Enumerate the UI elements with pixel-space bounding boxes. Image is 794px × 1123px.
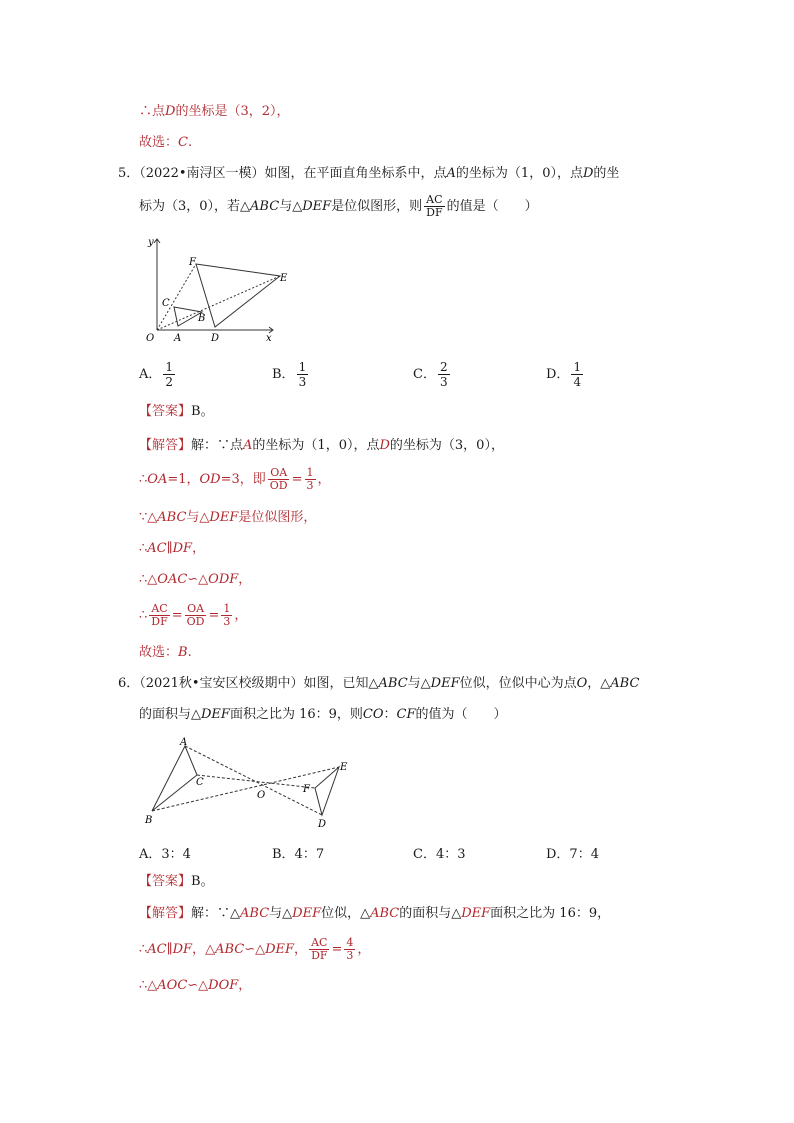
q6-stem-line1: 6．（2021秋•宝安区校级期中）如图，已知△ABC与△DEF位似，位似中心为点O，△ABC [118, 676, 640, 691]
q6-triangle-def [315, 767, 339, 815]
q5-label-b: B [198, 313, 206, 324]
q5-choose-line: 故选：B. [139, 645, 192, 660]
q6-label-a: A [180, 737, 188, 748]
q5-coordinate-figure [140, 233, 290, 345]
q5-option-a[interactable]: A． $\frac{1}{2}$ [139, 360, 174, 389]
q5-dashed-oe [157, 276, 280, 330]
q6-solution-line1: 【解答】解：∵△ABC与△DEF位似，△ABC的面积与△DEF面积之比为 16：9， [139, 906, 611, 921]
q6-solution-line3: ∴△AOC∽△DOF， [139, 978, 252, 993]
q5-solution-line4: ∴AC∥DF， [139, 541, 206, 556]
prev-choose-line: 故选：C. [139, 135, 193, 150]
q6-option-a[interactable]: A．3：4 [139, 847, 191, 862]
q5-label-a: A [174, 333, 182, 344]
q6-triangle-abc [152, 746, 197, 811]
q6-option-d[interactable]: D．7：4 [546, 847, 599, 862]
q5-stem-fraction: $\frac{AC}{DF}$ [426, 193, 443, 219]
q5-option-d[interactable]: D． $\frac{1}{4}$ [546, 360, 582, 389]
q5-solution-line3: ∵△ABC与△DEF是位似图形， [139, 510, 317, 525]
q6-answer: 【答案】B。 [139, 874, 214, 889]
q6-label-f: F [303, 784, 310, 795]
q6-label-d: D [318, 819, 327, 830]
q6-label-b: B [145, 815, 153, 826]
prev-conclusion-line: ∴点D的坐标是（3，2）， [139, 104, 290, 119]
q6-solution-line2: ∴AC∥DF，△ABC∽△DEF， $\frac{AC}{DF}$ = $\frac{4}{3}$ ， [139, 936, 371, 962]
q6-option-b[interactable]: B．4：7 [272, 847, 325, 862]
q5-triangle-def [196, 264, 280, 327]
q5-solution-line1: 【解答】解：∵点A的坐标为（1，0），点D的坐标为（3，0）， [139, 438, 504, 453]
q5-label-x: x [266, 333, 272, 344]
q6-label-e: E [340, 762, 348, 773]
q6-homothety-figure [140, 735, 360, 830]
q5-label-o: O [146, 333, 155, 344]
q6-stem-line2: 的面积与△DEF面积之比为 16：9，则CO：CF的值为（ ） [139, 707, 507, 722]
q5-stem-line2: 标为（3，0），若△ABC与△DEF是位似图形，则 $\frac{AC}{DF}$ 的值是（ ） [139, 193, 538, 219]
q5-label-c: C [162, 298, 170, 309]
q5-solution-line2: ∴OA=1，OD=3，即 $\frac{OA}{OD}$ = $\frac{1}{3}$ ， [139, 466, 331, 492]
q6-dashed-ad [185, 746, 322, 815]
q5-label-y: y [148, 237, 154, 248]
q5-stem-line1: 5．（2022•南浔区一模）如图，在平面直角坐标系中，点A的坐标为（1，0），点D的坐 [118, 166, 620, 181]
q5-option-c[interactable]: C． $\frac{2}{3}$ [413, 360, 448, 389]
q5-solution-line6: ∴ $\frac{AC}{DF}$ = $\frac{OA}{OD}$ = $\frac{1}{3}$ ， [139, 602, 248, 628]
q5-label-e: E [280, 273, 288, 284]
q5-answer: 【答案】B。 [139, 404, 214, 419]
q5-solution-line5: ∴△OAC∽△ODF， [139, 572, 252, 587]
q5-label-d: D [211, 333, 220, 344]
q6-label-c: C [196, 777, 204, 788]
q5-label-f: F [189, 257, 196, 268]
q6-label-o: O [257, 790, 266, 801]
q5-option-b[interactable]: B． $\frac{1}{3}$ [272, 360, 307, 389]
q6-option-c[interactable]: C．4：3 [413, 847, 466, 862]
